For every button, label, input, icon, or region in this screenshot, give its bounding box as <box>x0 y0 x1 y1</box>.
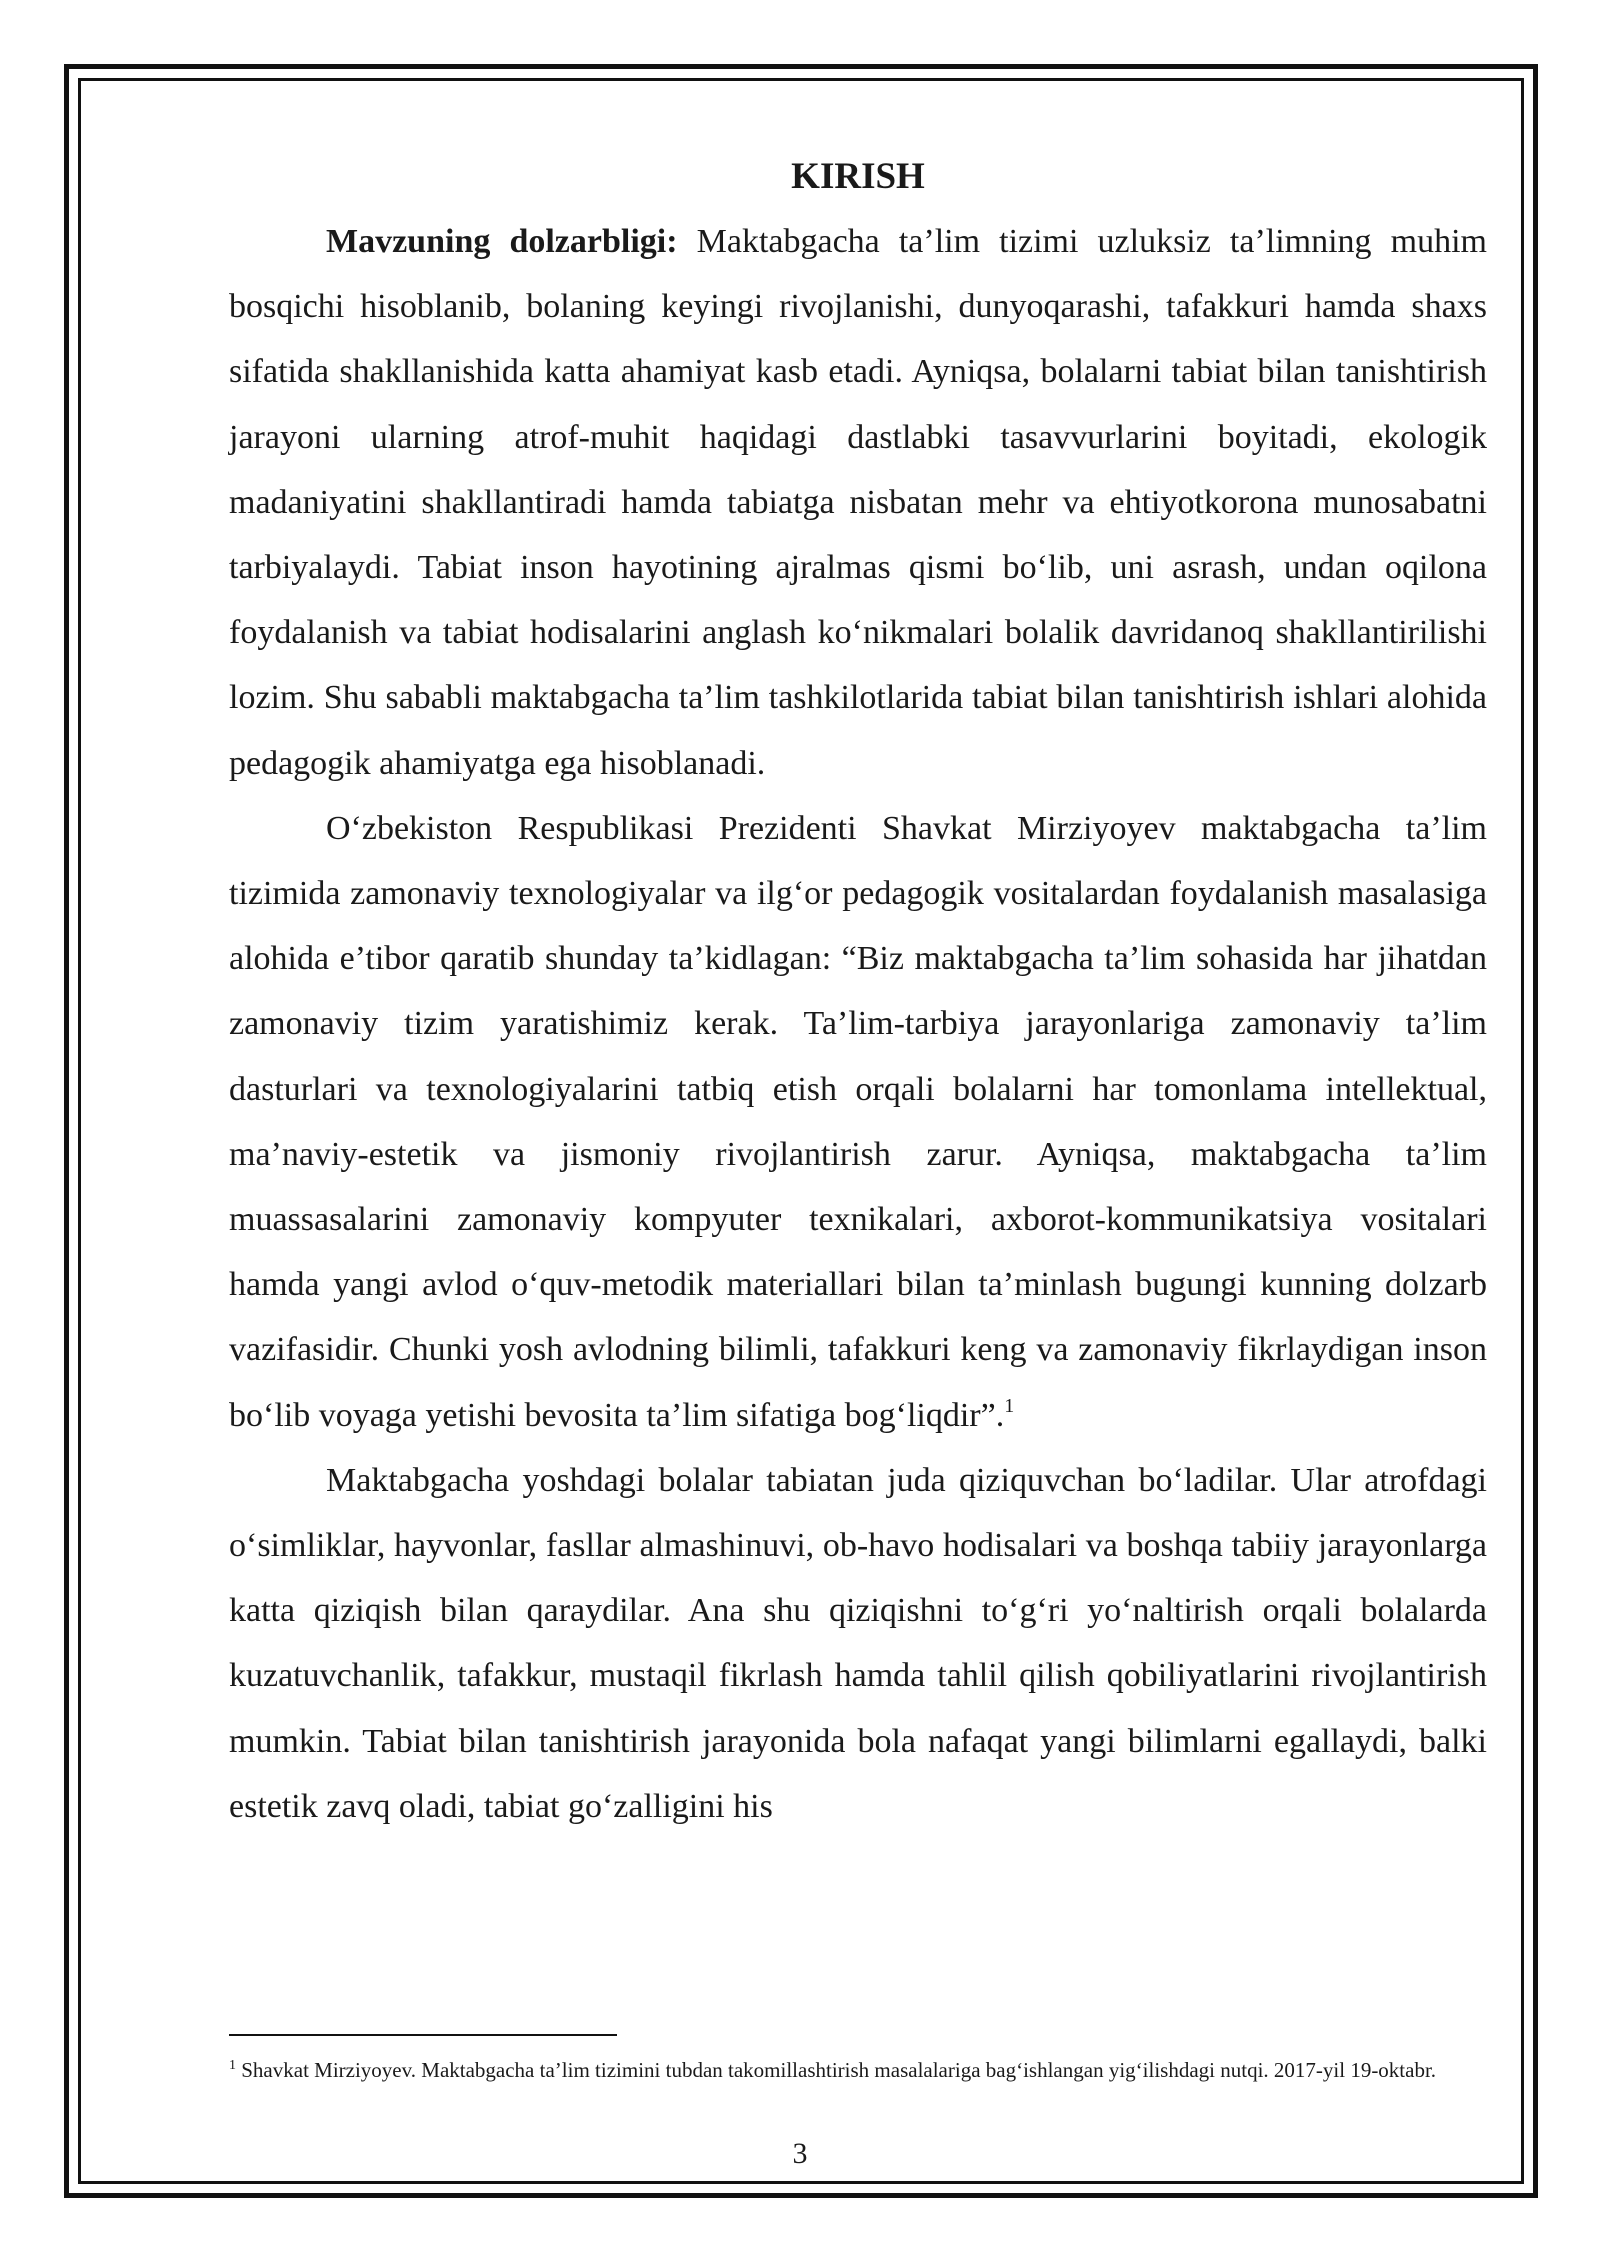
document-body <box>229 144 1487 1839</box>
footnote-reference[interactable]: 1 <box>1004 1394 1015 1417</box>
paragraph-lead: Mavzuning dolzarbligi: <box>326 223 678 260</box>
paragraph-quote <box>229 796 1487 1448</box>
section-heading: KIRISH <box>791 156 925 197</box>
paragraph-relevance <box>229 209 1487 796</box>
paragraph-text: Maktabgacha ta’lim tizimi uzluksiz ta’limning muhim bosqichi hisoblanib, bolaning keyingi rivojlanishi, dunyoqarashi, tafakkuri hamda shaxs sifatida shakllanishida katta ahamiyat kasb etadi. Ayniqsa, bolalarni tabiat bilan tanishtirish jarayoni ularning atrof-muhit haqidagi dastlabki tasavvurlarini boyitadi, ekologik madaniyatini shakllantiradi hamda tabiatga nisbatan mehr va ehtiyotkorona munosabatni tarbiyalaydi. Tabiat inson hayotining ajralmas qismi bo‘lib, uni asrash, undan oqilona foydalanish va tabiat hodisalarini anglash ko‘nikmalari bolalik davridanoq shakllantirilishi lozim. Shu sababli maktabgacha ta’lim tashkilotlarida tabiat bilan tanishtirish ishlari alohida pedagogik ahamiyatga ega hisoblanadi. <box>229 223 1487 782</box>
paragraph-text: Maktabgacha yoshdagi bolalar tabiatan juda qiziquvchan bo‘ladilar. Ular atrofdagi o‘simliklar, hayvonlar, fasllar almashinuvi, ob-havo hodisalari va boshqa tabiiy jarayonlarga katta qiziqish bilan qaraydilar. Ana shu qiziqishni to‘g‘ri yo‘naltirish orqali bolalarda kuzatuvchanlik, tafakkur, mustaqil fikrlash hamda tahlil qilish qobiliyatlarini rivojlantirish mumkin. Tabiat bilan tanishtirish jarayonida bola nafaqat yangi bilimlarni egallaydi, balki estetik zavq oladi, tabiat go‘zalligini his <box>229 1461 1487 1825</box>
footnote <box>229 2056 1487 2085</box>
footnote-text: Shavkat Mirziyoyev. Maktabgacha ta’lim tizimini tubdan takomillashtirish masalalariga bag‘ishlangan yig‘ilishdagi nutqi. 2017-yil 19-oktabr. <box>241 2058 1437 2082</box>
footnote-marker: 1 <box>229 2058 236 2073</box>
page-number: 3 <box>792 2137 808 2170</box>
paragraph-text: O‘zbekiston Respublikasi Prezidenti Shavkat Mirziyoyev maktabgacha ta’lim tizimida zamonaviy texnologiyalar va ilg‘or pedagogik vositalardan foydalanish masalasiga alohida e’tibor qaratib shunday ta’kidlagan: “Biz maktabgacha ta’lim sohasida har jihatdan zamonaviy tizim yaratishimiz kerak. Ta’lim-tarbiya jarayonlariga zamonaviy ta’lim dasturlari va texnologiyalarini tatbiq etish orqali bolalarni har tomonlama intellektual, ma’naviy-estetik va jismoniy rivojlantirish zarur. Ayniqsa, maktabgacha ta’lim muassasalarini zamonaviy kompyuter texnikalari, axborot-kommunikatsiya vositalari hamda yangi avlod o‘quv-metodik materiallari bilan ta’minlash bugungi kunning dolzarb vazifasidir. Chunki yosh avlodning bilimli, tafakkuri keng va zamonaviy fikrlaydigan inson bo‘lib voyaga yetishi bevosita ta’lim sifatiga bog‘liqdir”. <box>229 809 1487 1434</box>
footnote-separator <box>229 2034 617 2036</box>
paragraph-children-nature <box>229 1448 1487 1839</box>
